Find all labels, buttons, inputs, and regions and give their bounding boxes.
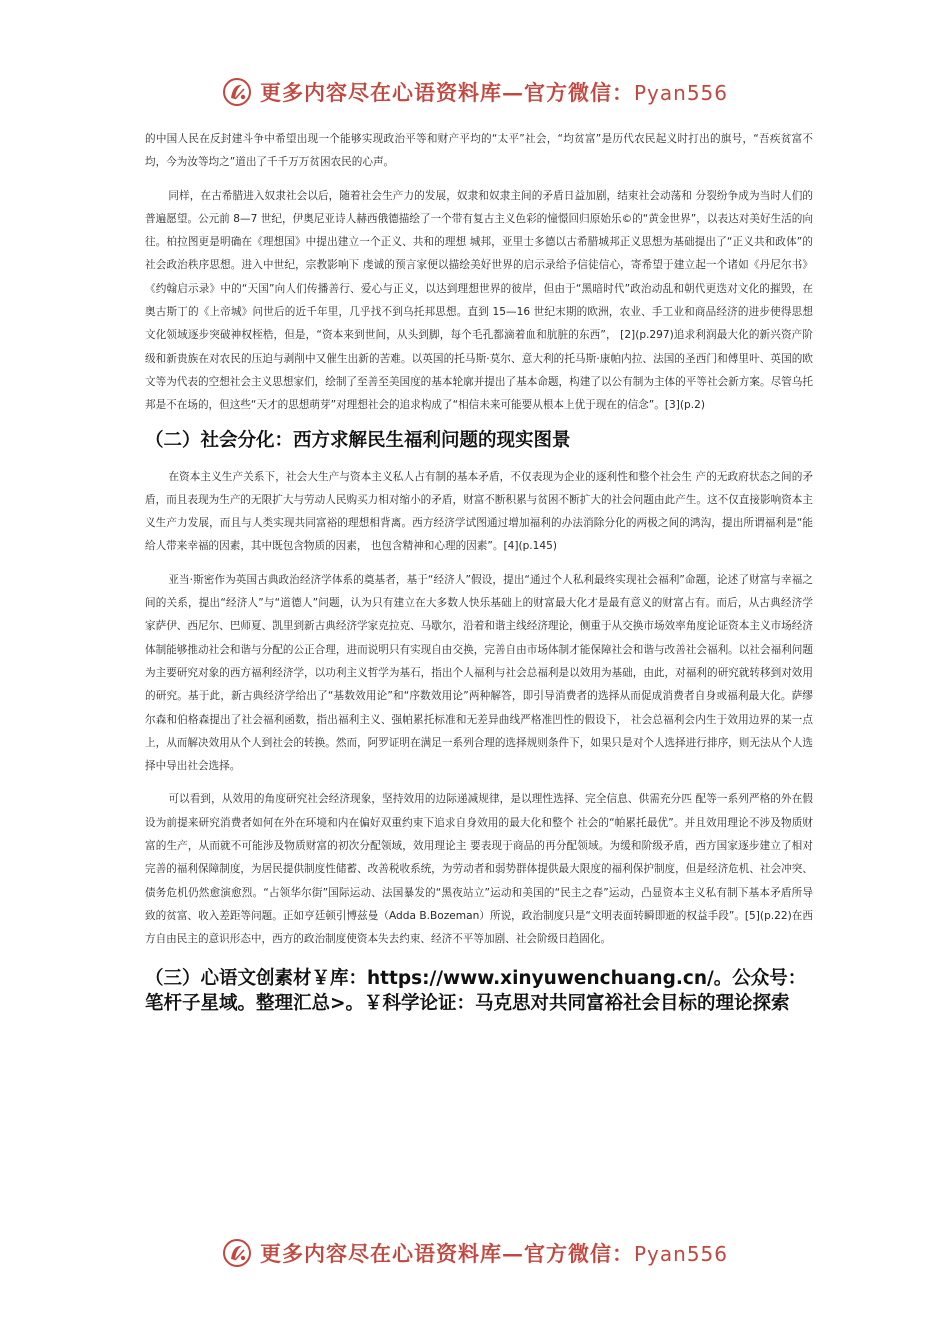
banner-wechat-id-bottom: Pyan556 bbox=[633, 1242, 728, 1266]
paragraph-5: 可以看到，从效用的角度研究社会经济现象，坚持效用的边际递减规律，是以理性选择、完全信息、供需充分匹 配等一系列严格的外在假设为前提来研究消费者如何在外在环境和内在偏好双重约束下追求自身效用的最大化和整个 社会的“帕累托最优”。并且效用理论不涉及物质财富的生产，从而就不可能涉及物质财富的初次分配领域，效用理论主 要表现于商品的再分配领域。为缓和阶级矛盾，西方国家逐步建立了相对完善的福利保障制度，为居民提供制度性储蓄、改善税收系统，为劳动者和弱势群体提供最大限度的福利保护制度，但是经济危机、社会冲突、债务危机仍然愈演愈烈。“占领华尔街”国际运动、法国暴发的“黑夜站立”运动和美国的“民主之春”运动，凸显资本主义私有制下基本矛盾所导致的贫富、收入差距等问题。正如亨廷顿引博兹曼（Adda B.Bozeman）所说，政治制度只是“文明表面转瞬即逝的权益手段”。[5](p.22)在西方自由民主的意识形态中，西方的政治制度使资本失去约束、经济不平等加剧、社会阶级日趋固化。 bbox=[145, 793, 813, 946]
banner-text bbox=[260, 77, 728, 107]
section-heading-3: （三）心语文创素材￥库：https://www.xinyuwenchuang.cn/。公众号：笔杆子星域。整理汇总>。￥科学论证：马克思对共同富裕社会目标的理论探索 bbox=[145, 967, 807, 1014]
banner-slogan: 更多内容尽在心语资料库—官方微信： bbox=[259, 80, 634, 105]
top-banner bbox=[0, 72, 950, 112]
banner-slogan-bottom: 更多内容尽在心语资料库—官方微信： bbox=[259, 1241, 634, 1266]
paragraph-3: 在资本主义生产关系下，社会大生产与资本主义私人占有制的基本矛盾，不仅表现为企业的逐利性和整个社会生 产的无政府状态之间的矛盾，而且表现为生产的无限扩大与劳动人民购买力相对缩小的矛盾，财富不断积累与贫困不断扩大的社会问题由此产生。这不仅直接影响资本主义生产力发展，而且与人类实现共同富裕的理想相背离。西方经济学试图通过增加福利的办法消除分化的两极之间的鸿沟，提出所谓福利是“能给人带来幸福的因素，其中既包含物质的因素， 也包含精神和心理的因素”。[4](p.145) bbox=[145, 470, 813, 553]
bottom-banner bbox=[0, 1233, 950, 1273]
xinyu-logo-icon bbox=[222, 1237, 252, 1269]
section-heading-2: （二）社会分化：西方求解民生福利问题的现实图景 bbox=[145, 429, 571, 451]
banner-wechat-id: Pyan556 bbox=[633, 81, 728, 105]
paragraph-2: 同样，在古希腊进入奴隶社会以后，随着社会生产力的发展，奴隶和奴隶主间的矛盾日益加剧，结束社会动荡和 分裂纷争成为当时人们的普遍愿望。公元前 8—7 世纪，伊奥尼亚诗人赫西俄德描绘了一个带有复古主义色彩的憧憬回归原始乐©的“黄金世界”，以表达对美好生活的向往。柏拉图更是明确在《理想国》中提出建立一个正义、共和的理想 城邦，亚里士多德以古希腊城邦正义思想为基础提出了“正义共和政体”的社会政治秩序思想。进入中世纪，宗教影响下 虔诚的预言家便以描绘美好世界的启示录给予信徒信心，寄希望于建立起一个诸如《丹尼尔书》《约翰启示录》中的“天国”向人们传播善行、爱心与正义，以达到理想世界的彼岸，但由于“黑暗时代”政治动乱和朝代更迭对文化的摧毁，在奥古斯丁的《上帝城》问世后的近千年里，几乎找不到乌托邦思想。直到 15—16 世纪末期的欧洲，农业、手工业和商品经济的进步使得思想文化领域逐步突破神权桎梏，但是，“资本来到世间，从头到脚，每个毛孔都滴着血和肮脏的东西”， [2](p.297)追求利润最大化的新兴资产阶级和新贵族在对农民的压迫与剥削中又催生出新的苦难。以英国的托马斯·莫尔、意大利的托马斯·康帕内拉、法国的圣西门和傅里叶、英国的欧文等为代表的空想社会主义思想家们，绘制了至善至美国度的基本轮廓并提出了基本命题，构建了以公有制为主体的平等社会新方案。尽管乌托邦是不在场的，但这些“天才的思想萌芽”对理想社会的追求构成了“相信未来可能要从根本上优于现在的信念”。[3](p.2) bbox=[145, 189, 813, 412]
xinyu-logo-icon bbox=[222, 76, 252, 108]
document-body bbox=[145, 128, 813, 1016]
banner-text-bottom bbox=[260, 1238, 728, 1268]
paragraph-4: 亚当·斯密作为英国古典政治经济学体系的奠基者，基于“经济人”假设，提出“通过个人私利最终实现社会福利”命题，论述了财富与幸福之间的关系，提出“经济人”与“道德人”问题，认为只有建立在大多数人快乐基础上的财富最大化才是最有意义的财富占有。而后，从古典经济学家萨伊、西尼尔、巴师夏、凯里到新古典经济学家克拉克、马歇尔，沿着和谐主线经济理论，侧重于从交换市场效率角度论证资本主义市场经济体制能够推动社会和谐与分配的公正合理，进而说明只有实现自由交换，完善自由市场体制才能保障社会和谐与改善社会福利。以社会福利问题为主要研究对象的西方福利经济学，以功利主义哲学为基石，指出个人福利与社会总福利是以效用为基础，由此，对福利的研究就转移到对效用的研究。基于此，新古典经济学给出了“基数效用论”和“序数效用论”两种解答，即引导消费者的选择从而促成消费者自身或福利最大化。萨缪尔森和伯格森提出了社会福利函数，指出福利主义、强帕累托标准和无差异曲线严格准凹性的假设下， 社会总福利会内生于效用边界的某一点上，从而解决效用从个人到社会的转换。然而，阿罗证明在满足一系列合理的选择规则条件下，如果只是对个人选择进行排序，则无法从个人选择中导出社会选择。 bbox=[145, 573, 813, 773]
paragraph-1: 的中国人民在反封建斗争中希望出现一个能够实现政治平等和财产平均的“太平”社会，“均贫富”是历代农民起义时打出的旗号，“吾疾贫富不均，今为汝等均之”道出了千千万万贫困农民的心声。 bbox=[145, 133, 813, 169]
